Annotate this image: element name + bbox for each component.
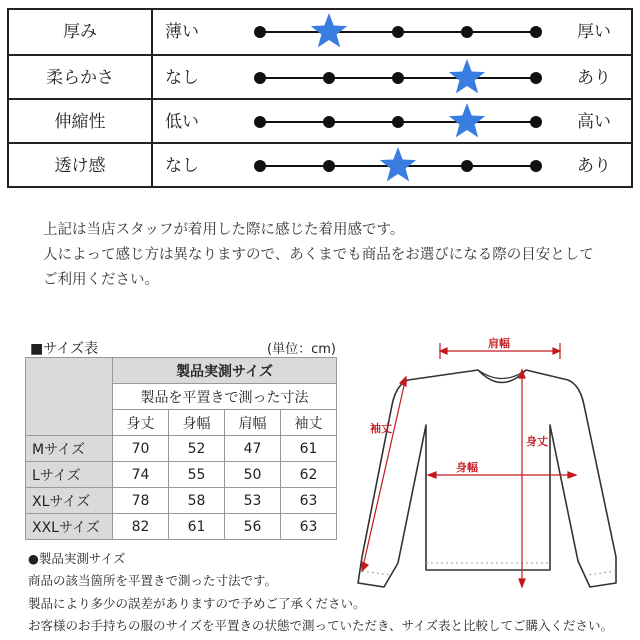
size-table-unit: (単位：cm)	[267, 342, 336, 357]
feel-row-high-label: 厚い	[577, 22, 611, 42]
feel-row-high-label: あり	[577, 68, 611, 88]
size-cell: 63	[281, 514, 337, 540]
garment-diagram	[340, 325, 640, 595]
size-column-header: 身幅	[169, 410, 225, 436]
note-line: 人によって感じ方は異なりますので、あくまでも商品をお選びになる際の目安として	[43, 247, 594, 263]
size-cell: 63	[281, 488, 337, 514]
size-table-header: 製品実測サイズ	[113, 358, 337, 384]
star-icon	[309, 11, 349, 51]
size-cell: 62	[281, 462, 337, 488]
scale-dot	[392, 26, 404, 38]
feel-row-sheerness	[9, 142, 631, 188]
size-cell: 74	[113, 462, 169, 488]
star-icon	[378, 145, 418, 185]
table-row	[26, 514, 337, 540]
feel-row-thickness	[9, 10, 631, 54]
feel-row-low-label: なし	[165, 156, 199, 176]
feel-row-high-label: 高い	[577, 112, 611, 132]
star-icon	[447, 101, 487, 141]
size-cell: 61	[281, 436, 337, 462]
feel-table	[7, 8, 633, 188]
table-row	[26, 436, 337, 462]
size-column-header: 肩幅	[225, 410, 281, 436]
scale-dot	[461, 26, 473, 38]
feel-row-low-label: なし	[165, 68, 199, 88]
scale-dot	[392, 116, 404, 128]
size-cell: 58	[169, 488, 225, 514]
size-column-header: 袖丈	[281, 410, 337, 436]
footnote-line: 製品により多少の誤差がありますので予めご了承ください。	[28, 596, 366, 611]
scale-dot	[323, 160, 335, 172]
scale-dot	[254, 160, 266, 172]
long-sleeve-shirt-icon	[340, 325, 640, 595]
size-cell: 55	[169, 462, 225, 488]
scale-dot	[254, 26, 266, 38]
note-line: 上記は当店スタッフが着用した際に感じた着用感です。	[43, 222, 405, 238]
size-column-header: 身丈	[113, 410, 169, 436]
scale-dot	[530, 72, 542, 84]
footnote-heading: ●製品実測サイズ	[28, 551, 126, 566]
table-row	[26, 462, 337, 488]
scale-dot	[254, 72, 266, 84]
scale-dot	[530, 116, 542, 128]
size-row-label: Mサイズ	[26, 436, 113, 462]
size-cell: 56	[225, 514, 281, 540]
star-icon	[447, 57, 487, 97]
scale-dot	[323, 116, 335, 128]
feel-scale	[248, 10, 548, 54]
table-row	[26, 488, 337, 514]
feel-row-name: 柔らかさ	[46, 68, 114, 88]
diagram-label-length: 身丈	[526, 435, 548, 448]
scale-dot	[254, 116, 266, 128]
feel-row-high-label: あり	[577, 156, 611, 176]
note-line: ご利用ください。	[43, 272, 159, 288]
size-cell: 82	[113, 514, 169, 540]
size-table-corner	[26, 358, 113, 436]
footnote-line: お客様のお手持ちの服のサイズを平置きの状態で測っていただき、サイズ表と比較してご購入ください。	[28, 618, 614, 633]
scale-dot	[530, 160, 542, 172]
feel-scale	[248, 144, 548, 188]
feel-row-low-label: 低い	[165, 112, 199, 132]
feel-row-low-label: 薄い	[165, 22, 199, 42]
feel-scale	[248, 56, 548, 100]
size-row-label: XXLサイズ	[26, 514, 113, 540]
feel-row-name: 透け感	[54, 156, 106, 176]
feel-row-name: 伸縮性	[54, 112, 106, 132]
feel-row-name: 厚み	[63, 22, 97, 42]
diagram-label-sleeve: 袖丈	[370, 422, 392, 435]
size-table-subheader: 製品を平置きで測った寸法	[113, 384, 337, 410]
size-cell: 52	[169, 436, 225, 462]
size-table-caption: ■サイズ表	[30, 341, 99, 357]
size-cell: 70	[113, 436, 169, 462]
feel-row-stretch	[9, 98, 631, 144]
scale-dot	[461, 160, 473, 172]
size-cell: 61	[169, 514, 225, 540]
footnote-line: 商品の該当箇所を平置きで測った寸法です。	[28, 573, 278, 588]
size-row-label: Lサイズ	[26, 462, 113, 488]
size-cell: 53	[225, 488, 281, 514]
scale-dot	[530, 26, 542, 38]
size-table	[25, 357, 337, 540]
diagram-label-shoulder: 肩幅	[488, 337, 510, 350]
diagram-label-width: 身幅	[456, 461, 478, 474]
size-cell: 47	[225, 436, 281, 462]
feel-row-softness	[9, 54, 631, 100]
size-cell: 78	[113, 488, 169, 514]
size-cell: 50	[225, 462, 281, 488]
scale-dot	[323, 72, 335, 84]
size-row-label: XLサイズ	[26, 488, 113, 514]
scale-dot	[392, 72, 404, 84]
feel-scale	[248, 100, 548, 144]
